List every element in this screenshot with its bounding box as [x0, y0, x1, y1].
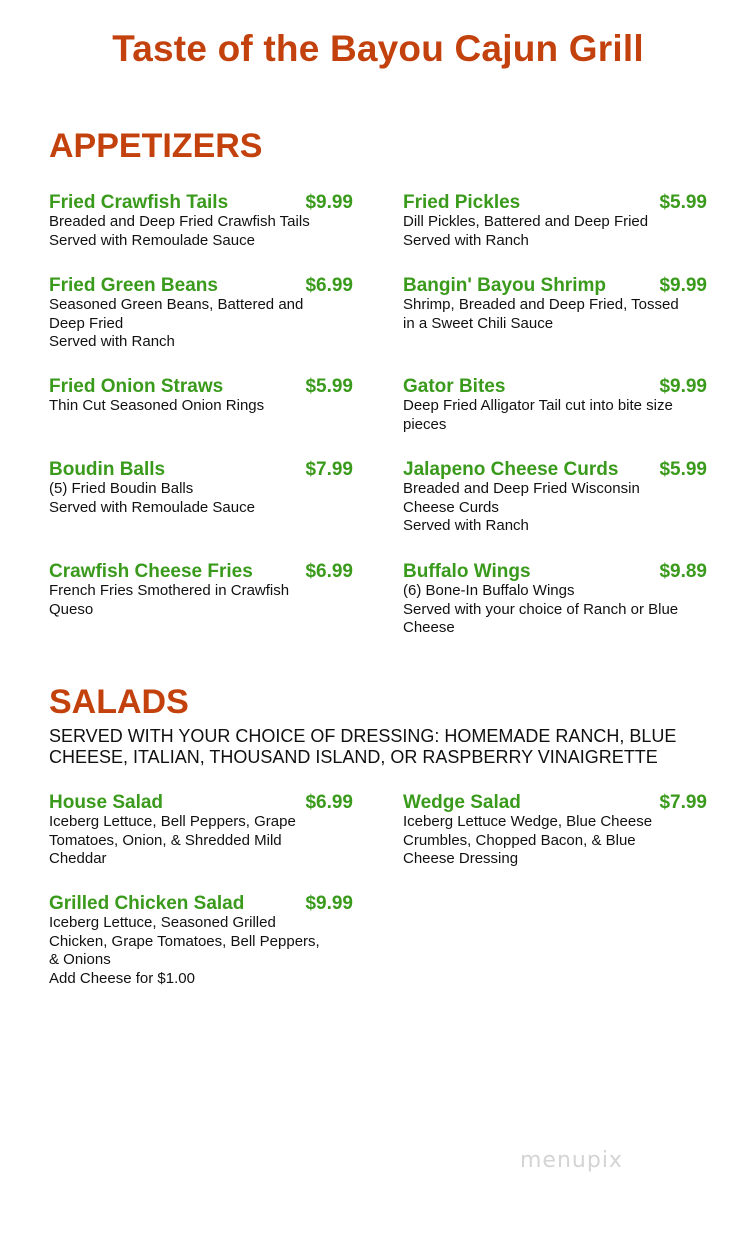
item-name: Jalapeno Cheese Curds [403, 459, 619, 480]
item-description: Iceberg Lettuce Wedge, Blue Cheese Crumbles, Chopped Bacon, & Blue Cheese Dressing [403, 813, 653, 867]
restaurant-title: Taste of the Bayou Cajun Grill [112, 28, 644, 69]
item-name: Boudin Balls [49, 459, 166, 480]
menu-item [403, 193, 707, 250]
item-description: Thin Cut Seasoned Onion Rings [49, 397, 265, 414]
item-name: House Salad [49, 792, 164, 813]
item-name: Fried Pickles [403, 192, 521, 213]
appetizers-heading: APPETIZERS [49, 127, 263, 165]
item-name: Buffalo Wings [403, 561, 531, 582]
menu-item [49, 460, 353, 517]
item-description: (6) Bone-In Buffalo Wings Served with your choice of Ranch or Blue Cheese [403, 582, 679, 636]
item-price: $6.99 [305, 275, 353, 296]
item-price: $7.99 [305, 459, 353, 480]
item-name: Gator Bites [403, 376, 506, 397]
item-description: Breaded and Deep Fried Crawfish Tails Served with Remoulade Sauce [49, 213, 310, 249]
item-description: (5) Fried Boudin Balls Served with Remoulade Sauce [49, 480, 255, 516]
item-name: Wedge Salad [403, 792, 521, 813]
menu-item [49, 377, 353, 416]
item-description: Iceberg Lettuce, Bell Peppers, Grape Tomatoes, Onion, & Shredded Mild Cheddar [49, 813, 296, 867]
item-price: $9.99 [305, 192, 353, 213]
menupix-watermark: menupix [520, 1148, 623, 1173]
menu-item [403, 793, 707, 869]
menu-item [49, 793, 353, 869]
item-name: Grilled Chicken Salad [49, 893, 245, 914]
item-price: $6.99 [305, 561, 353, 582]
item-name: Bangin' Bayou Shrimp [403, 275, 606, 296]
item-price: $6.99 [305, 792, 353, 813]
item-price: $9.99 [305, 893, 353, 914]
menu-item [403, 276, 707, 333]
menu-item [403, 460, 707, 536]
item-description: French Fries Smothered in Crawfish Queso [49, 582, 290, 618]
item-price: $9.99 [659, 275, 707, 296]
item-price: $9.89 [659, 561, 707, 582]
item-price: $5.99 [659, 192, 707, 213]
salads-dressing-note: SERVED WITH YOUR CHOICE OF DRESSING: HOMEMADE RANCH, BLUE CHEESE, ITALIAN, THOUSAND ISLAND, OR RASPBERRY VINAIGRETTE [49, 726, 677, 767]
item-description: Shrimp, Breaded and Deep Fried, Tossed in a Sweet Chili Sauce [403, 296, 679, 332]
item-price: $7.99 [659, 792, 707, 813]
item-name: Fried Green Beans [49, 275, 218, 296]
item-description: Breaded and Deep Fried Wisconsin Cheese Curds Served with Ranch [403, 480, 640, 534]
item-price: $5.99 [659, 459, 707, 480]
item-name: Crawfish Cheese Fries [49, 561, 253, 582]
item-name: Fried Onion Straws [49, 376, 224, 397]
menu-item [49, 193, 353, 250]
menu-item [49, 894, 353, 988]
item-description: Dill Pickles, Battered and Deep Fried Served with Ranch [403, 213, 649, 249]
menu-item [403, 562, 707, 638]
item-price: $5.99 [305, 376, 353, 397]
item-description: Deep Fried Alligator Tail cut into bite size pieces [403, 397, 673, 433]
item-description: Iceberg Lettuce, Seasoned Grilled Chicken, Grape Tomatoes, Bell Peppers, & Onions Add Cheese for $1.00 [49, 914, 320, 987]
item-description: Seasoned Green Beans, Battered and Deep Fried Served with Ranch [49, 296, 304, 350]
menu-item [403, 377, 707, 434]
salads-heading: SALADS [49, 683, 189, 721]
item-name: Fried Crawfish Tails [49, 192, 229, 213]
menu-item [49, 562, 353, 619]
menu-item [49, 276, 353, 352]
item-price: $9.99 [659, 376, 707, 397]
